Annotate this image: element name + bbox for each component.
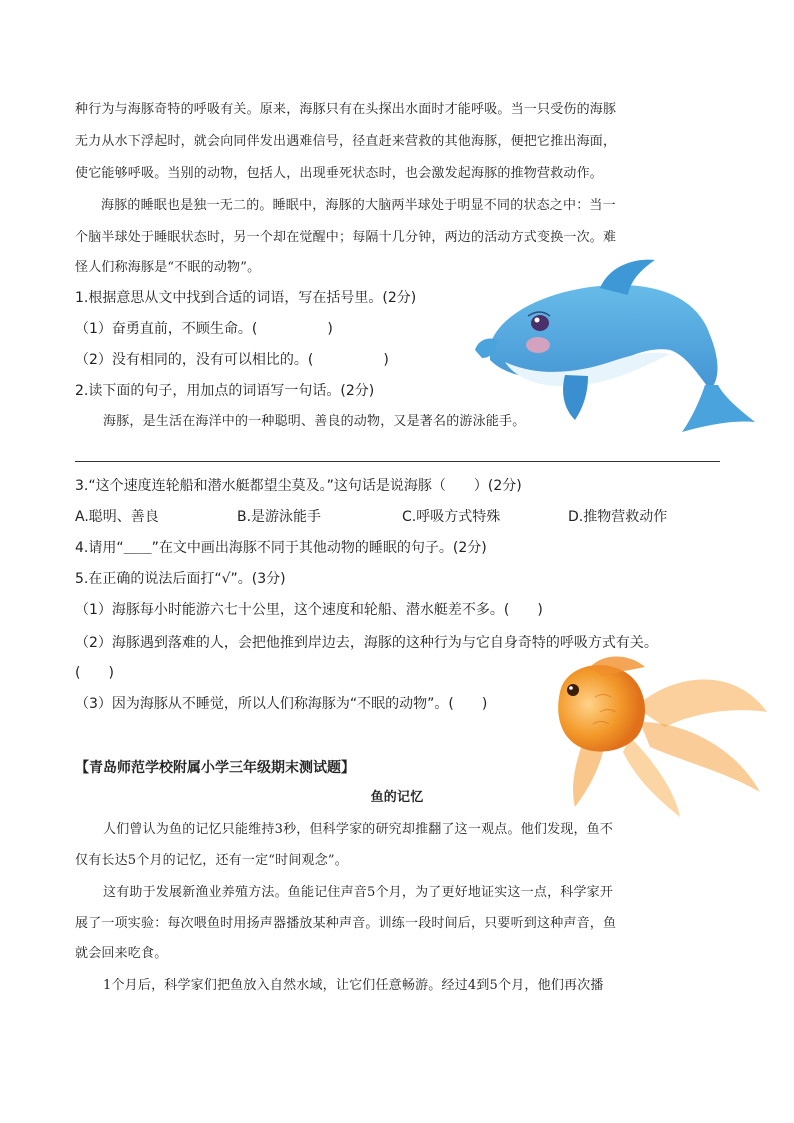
question-1-title: 1.根据意思从文中找到合适的词语，写在括号里。(2分): [75, 290, 417, 306]
passage1-line-6: 怪人们称海豚是“不眠的动物”。: [75, 260, 261, 275]
passage1-line-1: 种行为与海豚奇特的呼吸有关。原来，海豚只有在头探出水面时才能呼吸。当一只受伤的海豚: [75, 102, 617, 117]
section2-title: 鱼的记忆: [370, 790, 424, 805]
question-2-title: 2.读下面的句子，用加点的词语写一句话。(2分): [75, 383, 375, 399]
answer-line[interactable]: [75, 461, 720, 462]
section2-line-2: 仅有长达5个月的记忆，还有一定“时间观念”。: [75, 853, 348, 868]
dolphin-illustration: [470, 250, 760, 450]
section2-line-5: 就会回来吃食。: [75, 946, 168, 961]
section2-line-3: 这有助于发展新渔业养殖方法。鱼能记住声音5个月，为了更好地证实这一点，科学家开: [103, 885, 614, 900]
question-5-item-2[interactable]: （2）海豚遇到落难的人，会把他推到岸边去，海豚的这种行为与它自身奇特的呼吸方式有关。: [75, 635, 658, 651]
question-3-option-c[interactable]: C.呼吸方式特殊: [402, 509, 501, 525]
passage1-line-5: 个脑半球处于睡眠状态时，另一个却在觉醒中；每隔十几分钟，两边的活动方式变换一次。难: [75, 230, 617, 245]
question-5-title: 5.在正确的说法后面打“√”。(3分): [75, 571, 286, 587]
question-4-title: 4.请用“＿＿”在文中画出海豚不同于其他动物的睡眠的句子。(2分): [75, 540, 487, 556]
passage1-line-3: 使它能够呼吸。当别的动物，包括人，出现垂死状态时，也会激发起海豚的推物营救动作。: [75, 166, 604, 181]
passage1-line-4: 海豚的睡眠也是独一无二的。睡眠中，海豚的大脑两半球处于明显不同的状态之中：当一: [101, 198, 616, 213]
section2-line-1: 人们曾认为鱼的记忆只能维持3秒，但科学家的研究却推翻了这一观点。他们发现，鱼不: [103, 822, 614, 837]
question-1-item-2[interactable]: （2）没有相同的，没有可以相比的。( ): [75, 352, 389, 368]
question-3-option-a[interactable]: A.聪明、善良: [75, 509, 159, 525]
question-5-item-1[interactable]: （1）海豚每小时能游六七十公里，这个速度和轮船、潜水艇差不多。( ): [75, 602, 543, 618]
section2-line-6: 1个月后，科学家们把鱼放入自然水域，让它们任意畅游。经过4到5个月，他们再次播: [103, 978, 604, 993]
question-3-option-b[interactable]: B.是游泳能手: [237, 509, 322, 525]
question-2-sentence: 海豚，是生活在海洋中的一种聪明、善良的动物，又是著名的游泳能手。: [103, 414, 526, 429]
question-3-option-d[interactable]: D.推物营救动作: [568, 509, 668, 525]
question-5-item-3[interactable]: （3）因为海豚从不睡觉，所以人们称海豚为“不眠的动物”。( ): [75, 696, 488, 712]
question-3-title: 3.“这个速度连轮船和潜水艇都望尘莫及。”这句话是说海豚（ ）(2分): [75, 478, 522, 494]
section2-line-4: 展了一项实验：每次喂鱼时用扬声器播放某种声音。训练一段时间后，只要听到这种声音，鱼: [75, 916, 617, 931]
goldfish-illustration: [545, 652, 770, 817]
question-5-item-2-bracket[interactable]: ( ): [75, 665, 114, 681]
question-1-item-1[interactable]: （1）奋勇直前，不顾生命。( ): [75, 321, 333, 337]
section2-header: 【青岛师范学校附属小学三年级期末测试题】: [75, 760, 355, 776]
passage1-line-2: 无力从水下浮起时，就会向同伴发出遇难信号，径直赶来营救的其他海豚，便把它推出海面，: [75, 134, 617, 149]
